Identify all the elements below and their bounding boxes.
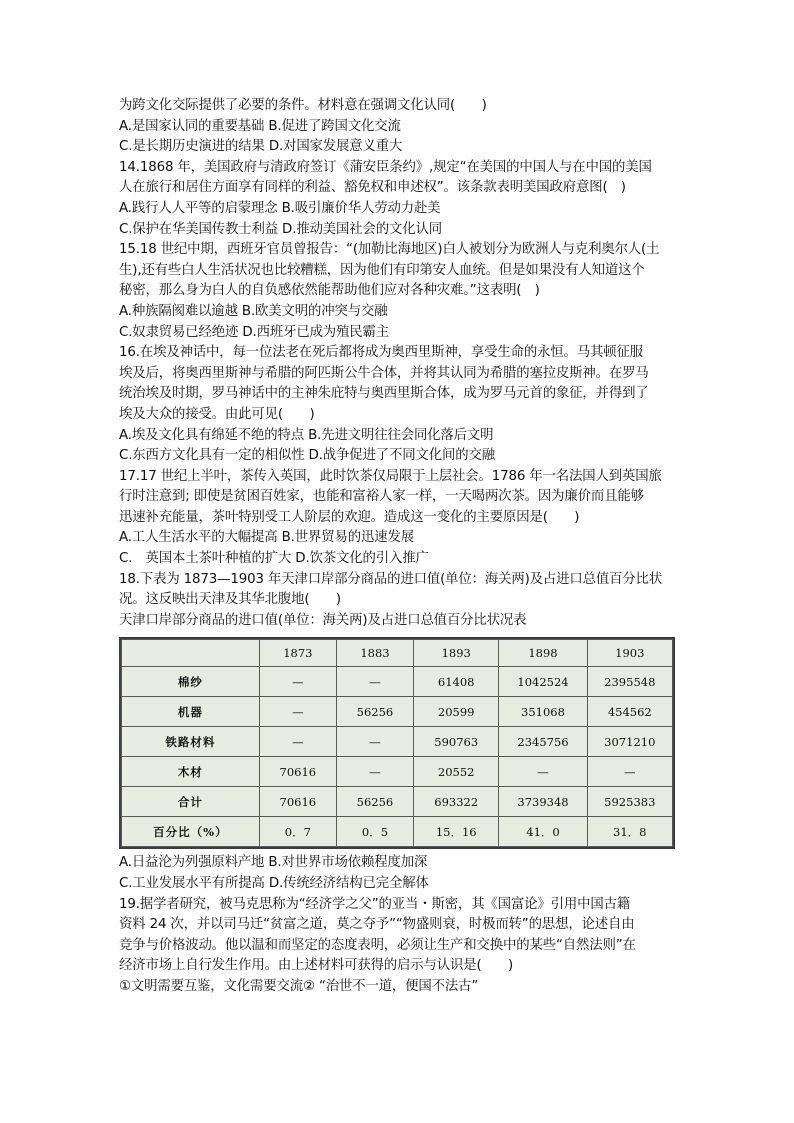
question-text-bottom xyxy=(119,853,679,997)
table-cell: — xyxy=(336,757,413,787)
table-cell: 3739348 xyxy=(499,787,587,817)
text-line: A.是国家认同的重要基础 B.促进了跨国文化交流 xyxy=(119,118,401,134)
table-cell: — xyxy=(499,757,587,787)
text-line: 资料 24 次，并以司马迁“贫富之道，莫之夺予”“物盛则衰，时极而转”的思想，论述自由 xyxy=(119,917,635,933)
table-header-row xyxy=(122,640,673,667)
table-cell: — xyxy=(259,666,336,696)
text-line: 生),还有些白人生活状况也比较糟糕，因为他们有印第安人血统。但是如果没有人知道这个 xyxy=(119,262,645,278)
text-line: 竞争与价格波动。他以温和而坚定的态度表明，必须让生产和交换中的某些“自然法则”在 xyxy=(119,937,636,953)
table-cell: 0．5 xyxy=(336,817,413,847)
table-cell: 2395548 xyxy=(587,666,672,696)
table-row xyxy=(122,817,673,847)
text-line: C.奴隶贸易已经绝迹 D.西班牙已成为殖民霸主 xyxy=(119,324,390,340)
table-row xyxy=(122,697,673,727)
text-line: A.埃及文化具有绵延不绝的特点 B.先进文明往往会同化落后文明 xyxy=(119,427,494,443)
table-cell: 1042524 xyxy=(499,666,587,696)
table-row xyxy=(122,757,673,787)
text-line: C.东西方文化具有一定的相似性 D.战争促进了不同文化间的交融 xyxy=(119,448,495,464)
text-line: 埃及大众的接受。由此可见( ) xyxy=(119,406,315,422)
table-cell: 590763 xyxy=(414,727,499,757)
table-cell: 5925383 xyxy=(587,787,672,817)
table-row xyxy=(122,787,673,817)
table-header-cell: 1903 xyxy=(587,640,672,667)
text-line: A.日益沦为列强原料产地 B.对世界市场依赖程度加深 xyxy=(119,855,428,871)
import-value-table xyxy=(121,639,673,847)
row-label: 机器 xyxy=(122,697,260,727)
table-cell: 61408 xyxy=(414,666,499,696)
text-line: 统治埃及时期，罗马神话中的主神朱庇特与奥西里斯合体，成为罗马元首的象征，并得到了 xyxy=(119,386,649,402)
text-line: C. 英国本土茶叶种植的扩大 D.饮茶文化的引入推广 xyxy=(119,551,429,567)
row-label: 合计 xyxy=(122,787,260,817)
text-line: 18.下表为 1873—1903 年天津口岸部分商品的进口值(单位：海关两)及占进口总值百分比状 xyxy=(119,571,663,587)
text-line: 秘密，那么身为白人的自负感依然能帮助他们应对各种灾难。”这表明( ) xyxy=(119,283,540,299)
table-cell: 70616 xyxy=(259,757,336,787)
document-page xyxy=(119,96,679,998)
text-line: A.种族隔阂难以逾越 B.欧美文明的冲突与交融 xyxy=(119,303,388,319)
text-line: C.是长期历史演进的结果 D.对国家发展意义重大 xyxy=(119,139,403,155)
text-line: 行时注意到; 即使是贫困百姓家，也能和富裕人家一样，一天喝两次茶。因为廉价而且能够 xyxy=(119,489,644,505)
table-caption: 天津口岸部分商品的进口值(单位：海关两)及占进口总值百分比状况表 xyxy=(119,612,527,628)
text-line: 17.17 世纪上半叶，茶传入英国，此时饮茶仅局限于上层社会。1786 年一名法国人到英国旅 xyxy=(119,468,662,484)
row-label: 百分比（%） xyxy=(122,817,260,847)
text-line: 15.18 世纪中期，西班牙官员曾报告：“(加勒比海地区)白人被划分为欧洲人与克利奥尔人(土 xyxy=(119,242,660,258)
table-header-cell: 1893 xyxy=(414,640,499,667)
table-header-cell xyxy=(122,640,260,667)
table-header-cell: 1873 xyxy=(259,640,336,667)
text-line: 16.在埃及神话中，每一位法老在死后都将成为奥西里斯神，享受生命的永恒。马其顿征服 xyxy=(119,345,643,361)
text-line: 人在旅行和居住方面享有同样的利益、豁免权和申述权”。该条款表明美国政府意图( ) xyxy=(119,180,626,196)
table-header-cell: 1898 xyxy=(499,640,587,667)
text-line: 19.据学者研究，被马克思称为“经济学之父”的亚当・斯密，其《国富论》引用中国古籍 xyxy=(119,896,631,912)
text-line: 14.1868 年，美国政府与清政府签订《蒲安臣条约》,规定“在美国的中国人与在中国的美国 xyxy=(119,159,652,175)
table-cell: 351068 xyxy=(499,697,587,727)
text-line: C.工业发展水平有所提高 D.传统经济结构已完全解体 xyxy=(119,876,429,892)
table-cell: 20552 xyxy=(414,757,499,787)
row-label: 铁路材料 xyxy=(122,727,260,757)
table-cell: 20599 xyxy=(414,697,499,727)
table-cell: 56256 xyxy=(336,697,413,727)
text-line: 迅速补充能量，茶叶特别受工人阶层的欢迎。造成这一变化的主要原因是( ) xyxy=(119,509,580,525)
table-header-cell: 1883 xyxy=(336,640,413,667)
table-row xyxy=(122,727,673,757)
row-label: 棉纱 xyxy=(122,666,260,696)
table-cell: 454562 xyxy=(587,697,672,727)
table-cell: 2345756 xyxy=(499,727,587,757)
text-line: 经济市场上自行发生作用。由上述材料可获得的启示与认识是( ) xyxy=(119,958,514,974)
question-text-top xyxy=(119,96,679,631)
table-cell: 15．16 xyxy=(414,817,499,847)
table-cell: — xyxy=(336,666,413,696)
table-cell: 3071210 xyxy=(587,727,672,757)
text-line: A.践行人人平等的启蒙理念 B.吸引廉价华人劳动力赴美 xyxy=(119,200,441,216)
table-cell: 56256 xyxy=(336,787,413,817)
table-cell: — xyxy=(259,727,336,757)
import-value-table-image xyxy=(119,637,675,849)
table-cell: 70616 xyxy=(259,787,336,817)
text-line: ①文明需要互鉴，文化需要交流② “治世不一道，便国不法古” xyxy=(119,979,479,994)
table-cell: — xyxy=(336,727,413,757)
text-line: 况。这反映出天津及其华北腹地( ) xyxy=(119,592,341,608)
table-row xyxy=(122,666,673,696)
text-line: 为跨文化交际提供了必要的条件。材料意在强调文化认同( ) xyxy=(119,98,487,113)
row-label: 木材 xyxy=(122,757,260,787)
table-cell: — xyxy=(587,757,672,787)
table-cell: 41．0 xyxy=(499,817,587,847)
text-line: A.工人生活水平的大幅提高 B.世界贸易的迅速发展 xyxy=(119,530,414,546)
text-line: C.保护在华美国传教士利益 D.推动美国社会的文化认同 xyxy=(119,221,442,237)
table-cell: 31．8 xyxy=(587,817,672,847)
table-cell: 0．7 xyxy=(259,817,336,847)
table-cell: — xyxy=(259,697,336,727)
text-line: 埃及后，将奥西里斯神与希腊的阿匹斯公牛合体，并将其认同为希腊的塞拉皮斯神。在罗马 xyxy=(119,365,649,381)
table-cell: 693322 xyxy=(414,787,499,817)
